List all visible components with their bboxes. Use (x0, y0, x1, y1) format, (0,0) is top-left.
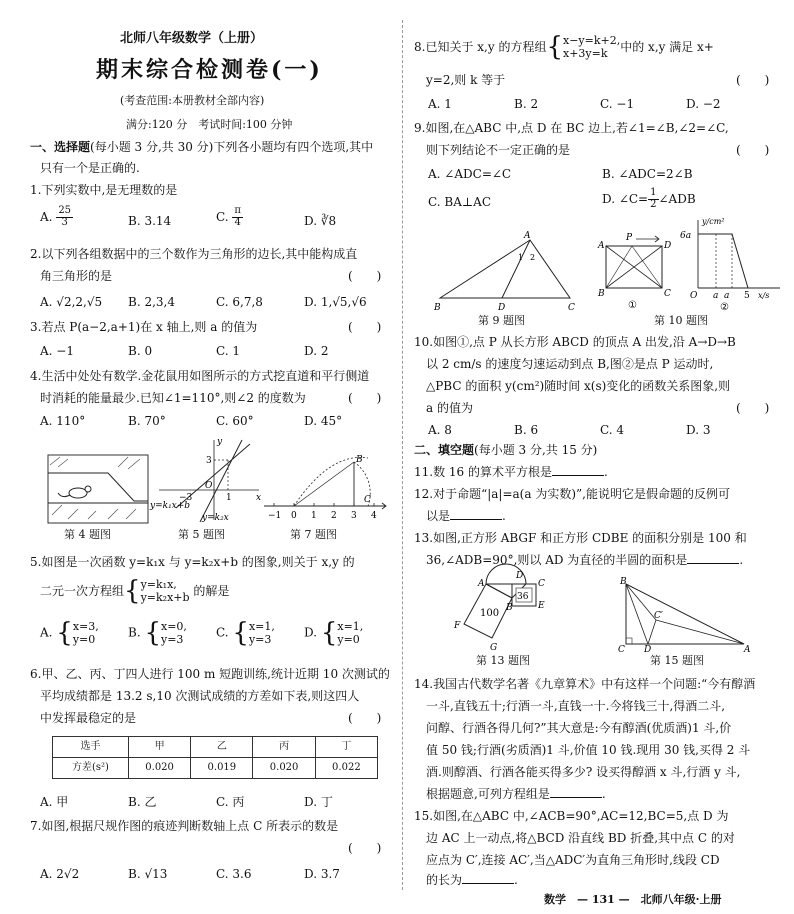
footer-page-number: — 131 — (577, 893, 630, 906)
q15-answer-blank[interactable] (462, 873, 514, 884)
q14-line5: 酒.则醇酒、行酒各能买得多少? 设买得醇酒 x 斗,行酒 y 斗, (426, 765, 741, 779)
figure-5-y-label: y (217, 437, 223, 447)
q6-variance-table (52, 736, 378, 779)
figure-5-graph (150, 437, 264, 523)
table-cell: 0.020 (128, 758, 190, 779)
figure-7-point-b: B (356, 455, 363, 465)
figure-7-point-c: C (364, 495, 371, 505)
q14-line4: 值 50 钱;行酒(劣质酒)1 斗,价值 10 钱.现用 30 钱,买得 2 斗 (426, 743, 751, 757)
q10-option-b[interactable]: B. 6 (514, 423, 539, 437)
figure-13-point-c: C (538, 579, 545, 589)
figure-5-caption: 第 5 题图 (178, 528, 225, 541)
q15-line1: 15.如图,在△ABC 中,∠ACB=90°,AC=12,BC=5,点 D 为 (414, 809, 729, 823)
q7-line1: 7.如图,根据尺规作图的痕迹判断数轴上点 C 所表示的数是 (30, 819, 339, 833)
table-row-label: 方差(s²) (53, 758, 129, 779)
figure-7-tick-neg1: −1 (268, 511, 282, 521)
table-cell: 0.019 (191, 758, 253, 779)
figure-13-point-g: G (490, 643, 498, 653)
q5-option-c[interactable]: C. {x=1, y=3 (216, 618, 275, 649)
table-row (53, 758, 378, 779)
q14-answer-blank[interactable] (550, 787, 602, 798)
table-row (53, 737, 378, 758)
table-header-bing: 丙 (253, 737, 315, 758)
q14-line3: 问醇、行酒各得几何?”其大意是:今有醇酒(优质酒)1 斗,价 (426, 721, 732, 735)
table-header-ding: 丁 (315, 737, 377, 758)
q1-option-d[interactable]: D. ∛8 (304, 214, 337, 228)
book-title: 北师八年级数学（上册） (120, 31, 264, 46)
figure-15-triangle (614, 576, 754, 655)
q4-option-a[interactable]: A. 110° (40, 414, 86, 428)
figure-9-angle-1: 1 (518, 253, 524, 262)
table-header-jia: 甲 (128, 737, 190, 758)
q3-options (40, 343, 392, 359)
q3-stem: 3.若点 P(a−2,a+1)在 x 轴上,则 a 的值为 (30, 320, 258, 334)
figure-9-point-b: B (434, 303, 441, 313)
q14-line1: 14.我国古代数学名著《九章算术》中有这样一个问题:“今有醇酒 (414, 677, 756, 691)
q1-stem: 1.下列实数中,是无理数的是 (30, 183, 178, 197)
q8-answer-paren[interactable]: ( ) (736, 73, 770, 87)
figure-10-caption: 第 10 题图 (654, 314, 708, 327)
figure-10-area-graph (680, 214, 784, 313)
figure-15-caption: 第 15 题图 (650, 654, 704, 667)
figure-10-tick-a2: a (724, 291, 730, 301)
q7-option-d[interactable]: D. 3.7 (304, 867, 340, 881)
figure-15-point-a: A (744, 645, 751, 655)
exam-scope: (考查范围:本册教材全部内容) (120, 94, 265, 107)
q12-line1: 12.对于命题“|a|=a(a 为实数)”,能说明它是假命题的反例可 (414, 487, 730, 501)
q10-answer-paren[interactable]: ( ) (736, 401, 770, 415)
figure-10-tick-5: 5 (744, 291, 750, 301)
q14-line2: 一斗,直钱五十;行酒一斗,直钱一十.今将钱三十,得酒二斗, (426, 699, 726, 713)
q9-line2: 则下列结论不一定正确的是 (426, 143, 571, 157)
section2-intro (414, 442, 597, 458)
figure-9-point-a: A (524, 231, 531, 241)
figure-9-caption: 第 9 题图 (478, 314, 525, 327)
q6-option-d[interactable]: D. 丁 (304, 795, 333, 809)
figure-5-line1-label: y=k₁x+b (150, 501, 191, 511)
figure-10-point-c: C (664, 289, 671, 299)
figure-13-point-b: B (506, 603, 513, 613)
q6-option-b[interactable]: B. 乙 (128, 795, 157, 809)
q10-option-d[interactable]: D. 3 (686, 423, 711, 437)
q10-line4: a 的值为 (426, 401, 473, 415)
q3-answer-paren[interactable]: ( ) (348, 320, 382, 334)
q10-option-a[interactable]: A. 8 (428, 423, 452, 437)
q7-answer-paren[interactable]: ( ) (348, 841, 382, 855)
q5-option-b[interactable]: B. {x=0, y=3 (128, 618, 187, 649)
q10-options (428, 422, 772, 438)
q11: 11.数 16 的算术平方根是 . (414, 465, 608, 479)
q3-option-d[interactable]: D. 2 (304, 344, 329, 358)
figure-7-tick-4: 4 (371, 511, 377, 521)
section2-heading: 二、填空题 (414, 443, 475, 457)
q13-line2: 36,∠ADB=90°,则以 AD 为直径的半圆的面积是 . (426, 553, 744, 567)
q13-line1: 13.如图,正方形 ABGF 和正方形 CDBE 的面积分别是 100 和 (414, 531, 747, 545)
q11-answer-blank[interactable] (552, 465, 604, 476)
q6-option-c[interactable]: C. 丙 (216, 795, 245, 809)
q8-line2: y=2,则 k 等于 (426, 73, 506, 87)
q8-options (428, 96, 772, 112)
q4-option-d[interactable]: D. 45° (304, 414, 343, 428)
figure-5-origin: O (205, 481, 213, 491)
exam-title: 期末综合检测卷(一) (96, 57, 323, 83)
figure-9-point-d: D (498, 303, 506, 313)
figure-7-tick-1: 1 (311, 511, 317, 521)
q9-option-c[interactable]: C. BA⊥AC (428, 195, 491, 209)
figure-10-y-label: y/cm² (702, 217, 725, 226)
q7-options (40, 866, 392, 882)
q5-line2: 二元一次方程组{y=k₁x, y=k₂x+b 的解是 (40, 576, 230, 607)
figure-10-label-1: ① (628, 300, 637, 311)
section2-desc: (每小题 3 分,共 15 分) (474, 443, 598, 457)
q4-option-b[interactable]: B. 70° (128, 414, 166, 428)
figure-7-tick-3: 3 (351, 511, 357, 521)
figure-10-x-label: x/s (758, 291, 770, 300)
figure-13-caption: 第 13 题图 (476, 654, 530, 667)
figure-7-caption: 第 7 题图 (290, 528, 337, 541)
footer-subject: 数学 (544, 893, 566, 906)
table-cell: 0.022 (315, 758, 377, 779)
q3-option-c[interactable]: C. 1 (216, 344, 241, 358)
q9-answer-paren[interactable]: ( ) (736, 143, 770, 157)
figure-15-point-c-prime: C′ (654, 611, 663, 621)
figure-13-point-e: E (538, 601, 545, 611)
column-divider (402, 20, 403, 890)
figure-7-number-line (260, 448, 388, 528)
q15-line2: 边 AC 上一动点,将△BCD 沿直线 BD 折叠,其中点 C 的对 (426, 831, 735, 845)
figure-4-burrow (48, 455, 148, 523)
q1-option-c[interactable]: C. $\frac{\pi}{4}$ (216, 205, 241, 228)
q9-option-d[interactable]: D. ∠C= $\frac{1}{2}$ ∠ADB (602, 187, 696, 210)
q8-line1: 8.已知关于 x,y 的方程组{x−y=k+2, x+3y=k 中的 x,y 满足 x+ (414, 32, 714, 63)
q1-option-a[interactable]: A. $\frac{25}{3}$ (40, 205, 72, 228)
q2-option-b[interactable]: B. 2,3,4 (128, 295, 175, 309)
q2-line1: 2.以下列各组数据中的三个数作为三角形的边长,其中能构成直 (30, 247, 358, 261)
q2-line2: 角三角形的是 (40, 269, 113, 283)
q3-option-a[interactable]: A. −1 (40, 344, 74, 358)
figure-10-tick-a: a (713, 291, 719, 301)
table-cell: 0.020 (253, 758, 315, 779)
q2-option-a[interactable]: A. √2,2,√5 (40, 295, 103, 309)
q9-option-b[interactable]: B. ∠ADC=2∠B (602, 167, 693, 181)
page-footer (544, 893, 721, 908)
q13-answer-blank[interactable] (687, 553, 739, 564)
figure-10-point-d: D (664, 241, 672, 251)
figure-13-point-f: F (454, 621, 461, 631)
figure-15-point-c: C (618, 645, 625, 655)
q12-line2: 以是 . (426, 509, 506, 523)
figure-5-neg3: −3 (179, 493, 193, 503)
figure-7-tick-2: 2 (331, 511, 337, 521)
q5-option-a[interactable]: A. {x=3, y=0 (40, 618, 99, 649)
q15-line3: 应点为 C′,连接 AC′,当△ADC′为直角三角形时,线段 CD (426, 853, 720, 867)
q10-line1: 10.如图①,点 P 从长方形 ABCD 的顶点 A 出发,沿 A→D→B (414, 335, 736, 349)
section1-intro (30, 139, 373, 155)
figure-10-origin: O (690, 291, 698, 301)
figure-10-six-a: 6a (680, 231, 692, 241)
figure-13-area-36: 36 (517, 592, 529, 602)
q4-line2: 时消耗的能量最少.已知∠1=110°,则∠2 的度数为 (40, 391, 306, 405)
table-header-player: 选手 (53, 737, 129, 758)
figure-15-point-d: D (644, 645, 652, 655)
figure-10-label-2: ② (720, 302, 729, 313)
figure-10-rectangle (598, 218, 680, 310)
exam-info: 满分:120 分 考试时间:100 分钟 (126, 118, 293, 131)
figure-13-point-a: A (478, 579, 485, 589)
q8-option-c[interactable]: C. −1 (600, 97, 635, 111)
figure-9-point-c: C (568, 303, 575, 313)
q12-answer-blank[interactable] (450, 509, 502, 520)
q7-option-c[interactable]: C. 3.6 (216, 867, 252, 881)
q1-options (40, 206, 384, 229)
figure-10-point-p: P (626, 233, 633, 243)
q6-line3: 中发挥最稳定的是 (40, 711, 137, 725)
figure-15-point-b: B (620, 577, 627, 587)
q6-line1: 6.甲、乙、丙、丁四人进行 100 m 短跑训练,统计近期 10 次测试的 (30, 667, 390, 681)
q8-option-b[interactable]: B. 2 (514, 97, 539, 111)
figure-4-caption: 第 4 题图 (64, 528, 111, 541)
section1-desc2: 只有一个是正确的. (40, 161, 140, 175)
q7-option-a[interactable]: A. 2√2 (40, 867, 80, 881)
section1-desc: (每小题 3 分,共 30 分)下列各小题均有四个选项,其中 (90, 140, 374, 154)
figure-5-x-label: x (256, 493, 262, 503)
section1-heading: 一、选择题 (30, 140, 91, 154)
figure-5-three: 3 (206, 456, 212, 466)
q2-options (40, 294, 392, 310)
figure-5-one: 1 (226, 493, 232, 503)
q3-option-b[interactable]: B. 0 (128, 344, 153, 358)
q4-options (40, 413, 392, 429)
q10-line3: △PBC 的面积 y(cm²)随时间 x(s)变化的函数关系图象,则 (426, 379, 731, 393)
q4-answer-paren[interactable]: ( ) (348, 391, 382, 405)
figure-10-point-b: B (598, 289, 605, 299)
q2-answer-paren[interactable]: ( ) (348, 269, 382, 283)
figure-7-tick-0: 0 (291, 511, 297, 521)
q1-option-b[interactable]: B. 3.14 (128, 214, 172, 228)
q15-line4: 的长为 . (426, 873, 518, 887)
q5-options (40, 618, 392, 649)
q6-options (40, 794, 392, 810)
q4-line1: 4.生活中处处有数学.金花鼠用如图所示的方式挖直道和平行侧道 (30, 369, 370, 383)
figure-5-line2-label: y=k₂x (202, 513, 229, 523)
q6-answer-paren[interactable]: ( ) (348, 711, 382, 725)
figure-9-triangle (432, 228, 592, 312)
q10-line2: 以 2 cm/s 的速度匀速运动到点 B,图②是点 P 运动时, (426, 357, 714, 371)
q8-option-a[interactable]: A. 1 (428, 97, 452, 111)
figure-13-point-d: D (516, 571, 524, 581)
q2-option-d[interactable]: D. 1,√5,√6 (304, 295, 367, 309)
figure-9-angle-2: 2 (530, 253, 536, 262)
q7-option-b[interactable]: B. √13 (128, 867, 168, 881)
q6-line2: 平均成绩都是 13.2 s,10 次测试成绩的方差如下表,则这四人 (40, 689, 360, 703)
q8-option-d[interactable]: D. −2 (686, 97, 721, 111)
figure-10-point-a: A (598, 241, 605, 251)
q5-option-d[interactable]: D. {x=1, y=0 (304, 618, 364, 649)
q9-option-a[interactable]: A. ∠ADC=∠C (428, 167, 512, 181)
q2-option-c[interactable]: C. 6,7,8 (216, 295, 263, 309)
q4-option-c[interactable]: C. 60° (216, 414, 254, 428)
figure-13-area-100: 100 (480, 608, 500, 619)
q14-line6: 根据题意,可列方程组是 . (426, 787, 606, 801)
q5-line1: 5.如图是一次函数 y=k₁x 与 y=k₂x+b 的图象,则关于 x,y 的 (30, 555, 355, 569)
q6-option-a[interactable]: A. 甲 (40, 795, 69, 809)
q10-option-c[interactable]: C. 4 (600, 423, 625, 437)
table-header-yi: 乙 (191, 737, 253, 758)
footer-grade: 北师八年级·上册 (640, 893, 722, 906)
q9-line1: 9.如图,在△ABC 中,点 D 在 BC 边上,若∠1=∠B,∠2=∠C, (414, 121, 729, 135)
figure-13-squares (452, 566, 572, 654)
